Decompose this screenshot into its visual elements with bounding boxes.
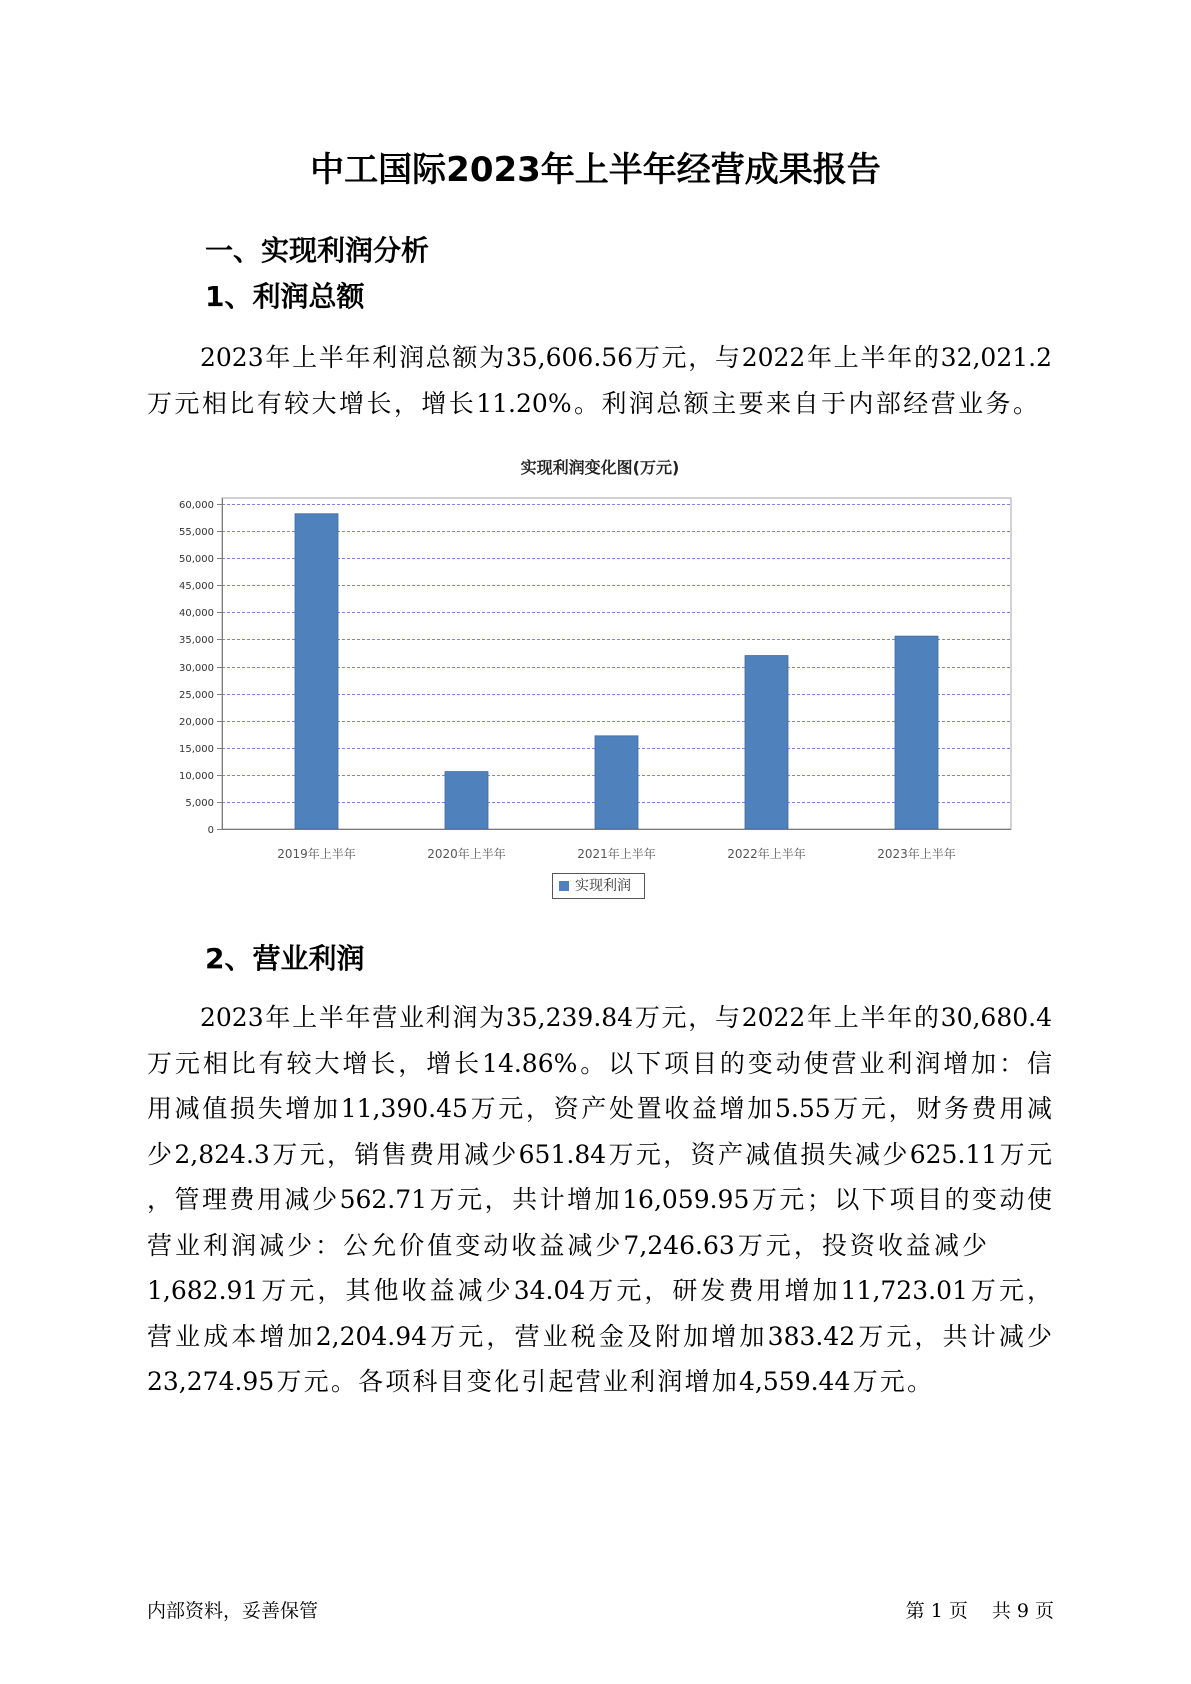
paragraph-line: 2023年上半年利润总额为35,606.56万元，与2022年上半年的32,021.2 [200, 343, 1052, 372]
current-page-label: 第 1 页 [905, 1600, 968, 1622]
bar [745, 656, 788, 829]
x-axis-tick-label: 2020年上半年 [427, 847, 506, 861]
subsection-heading-operating-profit: 2、营业利润 [205, 942, 365, 975]
paragraph-line: 万元相比有较大增长，增长11.20%。利润总额主要来自于内部经营业务。 [147, 389, 1038, 418]
total-pages-label: 共 9 页 [991, 1600, 1054, 1622]
paragraph-line: 2023年上半年营业利润为35,239.84万元，与2022年上半年的30,680.4 [200, 1003, 1052, 1032]
operating-profit-paragraph [147, 995, 1052, 1405]
report-title: 中工国际2023年上半年经营成果报告 [310, 150, 881, 190]
y-axis-tick-label: 25,000 [179, 690, 214, 701]
profit-total-paragraph [147, 335, 1052, 427]
bar [295, 514, 338, 829]
section-heading-profit-analysis: 一、实现利润分析 [205, 234, 430, 267]
x-axis-tick-label: 2023年上半年 [877, 847, 956, 861]
paragraph-line: ，管理费用减少562.71万元，共计增加16,059.95万元；以下项目的变动使 [147, 1185, 1052, 1214]
legend-swatch [559, 881, 569, 891]
y-axis-tick-label: 30,000 [179, 663, 214, 674]
x-axis-tick-label: 2019年上半年 [277, 847, 356, 861]
paragraph-line: 万元相比有较大增长，增长14.86%。以下项目的变动使营业利润增加：信 [147, 1048, 1052, 1078]
chart-legend [552, 873, 645, 899]
x-axis-tick-label: 2022年上半年 [727, 847, 806, 861]
y-axis-tick-label: 45,000 [179, 581, 214, 592]
paragraph-line: 营业成本增加2,204.94万元，营业税金及附加增加383.42万元，共计减少 [147, 1321, 1052, 1351]
x-axis-tick-label: 2021年上半年 [577, 847, 656, 861]
paragraph-line: 营业利润减少：公允价值变动收益减少7,246.63万元，投资收益减少 [147, 1230, 987, 1260]
y-axis-tick-label: 0 [207, 825, 214, 836]
y-axis-tick-label: 20,000 [179, 717, 214, 728]
y-axis-tick-label: 40,000 [179, 608, 214, 619]
y-axis-tick-label: 55,000 [179, 527, 214, 538]
y-axis-tick-label: 60,000 [179, 500, 214, 511]
profit-bar-chart [0, 440, 1191, 880]
y-axis-tick-label: 10,000 [179, 771, 214, 782]
bar [895, 636, 938, 829]
y-axis-tick-label: 50,000 [179, 554, 214, 565]
chart-title: 实现利润变化图(万元) [520, 458, 680, 477]
paragraph-line: 用减值损失增加11,390.45万元，资产处置收益增加5.55万元，财务费用减 [147, 1094, 1052, 1123]
y-axis-tick-label: 15,000 [179, 744, 214, 755]
page-number [906, 1598, 1054, 1624]
legend-label: 实现利润 [575, 878, 631, 894]
y-axis-tick-label: 35,000 [179, 635, 214, 646]
footer-confidential-note: 内部资料，妥善保管 [147, 1600, 319, 1622]
paragraph-line: 少2,824.3万元，销售费用减少651.84万元，资产减值损失减少625.11万元 [147, 1139, 1052, 1169]
subsection-heading-profit-total: 1、利润总额 [205, 280, 365, 313]
paragraph-line: 1,682.91万元，其他收益减少34.04万元，研发费用增加11,723.01万元， [147, 1276, 1052, 1305]
y-axis-tick-label: 5,000 [185, 798, 214, 809]
paragraph-line: 23,274.95万元。各项科目变化引起营业利润增加4,559.44万元。 [147, 1367, 932, 1396]
bar [595, 736, 638, 829]
bar [445, 772, 488, 829]
